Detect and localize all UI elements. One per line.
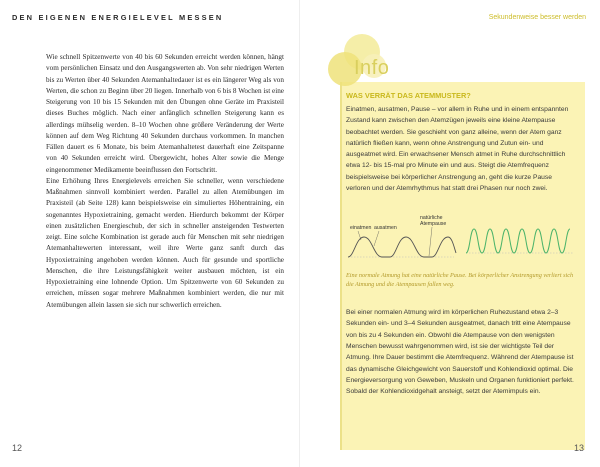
normal-breathing-wave	[348, 237, 456, 257]
diagram-caption: Eine normale Atmung hat eine natürliche Pause. Bei körperlicher Anstrengung verliert sich die Atmung und die Atempausen fallen weg.	[346, 272, 574, 288]
page-number: 12	[12, 443, 23, 453]
box-title: WAS VERRÄT DAS ATEMMUSTER?	[346, 91, 471, 100]
body-text	[46, 52, 284, 311]
running-header: DEN EIGENEN ENERGIELEVEL MESSEN	[12, 13, 224, 22]
pointer-atempause	[429, 227, 432, 256]
box-text: Bei einer normalen Atmung wird im körperlichen Ruhezustand etwa 2–3 Sekunden ein- und 3–4 Sekunden ausgeatmet, danach tritt eine Atempause von bis zu 4 Sekunden ein. Obwohl die Atempause von den wenigsten Menschen bewusst wahrgenommen wird, ist sie der wichtigste Teil der Atmung. Ihre Dauer bestimmt die Atemfrequenz. Während der Atempause ist das dynamische Gleichgewicht von Sauerstoff und Kohlendioxid optimal. Die Energieversorgung von Geweben, Muskeln und Organen funktioniert perfekt. Sobald der Kohlendioxidgehalt ansteigt, setzt der Atemimpuls ein.	[346, 309, 574, 396]
pointer-ausatmen	[374, 231, 379, 246]
paragraph: Eine Erhöhung Ihres Energielevels erreichen Sie schneller, wenn verschiedene Maßnahmen sinnvoll kombiniert werden. Parallel zu allen Atemübungen im Praxisteil (ab Seite 128) kann beispielsweise ein simuliertes Höhentraining, ein sogenanntes Hypoxietraining, gemacht werden. Hierdurch bekommt der Körper einen zusätzlichen Energieschub, der sich in schneller ansteigenden Testwerten zeigt. Eine solche Kombination ist gerade auch für Menschen mit sehr niedrigen Atemanhaltewerten interessant, weil ihre Werte ganz sanft durch das Hypoxietraining angehoben werden können. Auch für gesunde und sportliche Menschen, die ihre Leistungsfähigkeit weiter ausbauen möchten, ist ein Hypoxietraining eine lohnende Option. Um Spitzenwerte von 60 Sekunden zu erreichen, müssen sogar mehrere Maßnahmen kombiniert werden, die nur mit Atemübungen allein lassen sie sich nur schwerlich erreichen.	[46, 176, 284, 309]
pointer-einatmen	[358, 231, 361, 240]
right-page	[300, 0, 600, 467]
section-header: Sekundenweise besser werden	[488, 14, 586, 21]
strained-breathing-wave	[466, 229, 570, 253]
box-text: Einatmen, ausatmen, Pause – vor allem in Ruhe und in einem entspannten Zustand kann zwischen den Atemzügen jeweils eine kleine Atempause beobachtet werden. Sie geschieht von ganz alleine, wenn der Atem ganz natürlich fließen kann, wenn ohne Anstrengung und Zutun ein- und ausgeatmet wird. Ein erwachsener Mensch atmet in Ruhe durchschnittlich etwa 12- bis 15-mal pro Minute ein und aus. Steigt die Atemfrequenz beispielsweise bei körperlicher Anstrengung an, geht die kurze Pause verloren und der Atemrhythmus hat statt drei Phasen nur noch zwei.	[346, 106, 569, 193]
label-ausatmen: ausatmen	[374, 225, 397, 231]
label-pause-1: natürliche	[420, 215, 443, 221]
label-einatmen: einatmen	[350, 225, 372, 231]
label-pause-2: Atempause	[420, 221, 447, 227]
info-heading: Info	[354, 57, 390, 79]
page-number: 13	[573, 443, 584, 453]
breathing-pattern-diagram	[344, 213, 576, 271]
paragraph: Wie schnell Spitzenwerte von 40 bis 60 Sekunden erreicht werden können, hängt vom persönlichen Einsatz und den Ausgangswerten ab. Von sehr niedrigen Werten bis zu Werten über 40 Sekunden Atemanhaltedauer ist es ein längerer Weg als von Werten, die schon zu Beginn über 20 liegen. Innerhalb von 6 bis 8 Wochen ist eine Steigerung von 10 bis 15 Sekunden mit den Übungen ohne Geräte im Praxisteil dieses Buches möglich. Nach einer anfänglich schnellen Steigerung kann es allerdings mühselig werden. 8–10 Wochen ohne größere Veränderung der Werte können auf dem Weg Richtung 40 Sekunden durchaus vorkommen. In manchen Fällen dauert es 6 Monate, bis beim Atemanhaltetest dauerhaft eine Zeitspanne von 40 Sekunden erreicht wird. Übergewicht, hohes Alter sowie die Menge eingenommener Medikamente beeinflussen den Fortschritt.	[46, 53, 284, 174]
